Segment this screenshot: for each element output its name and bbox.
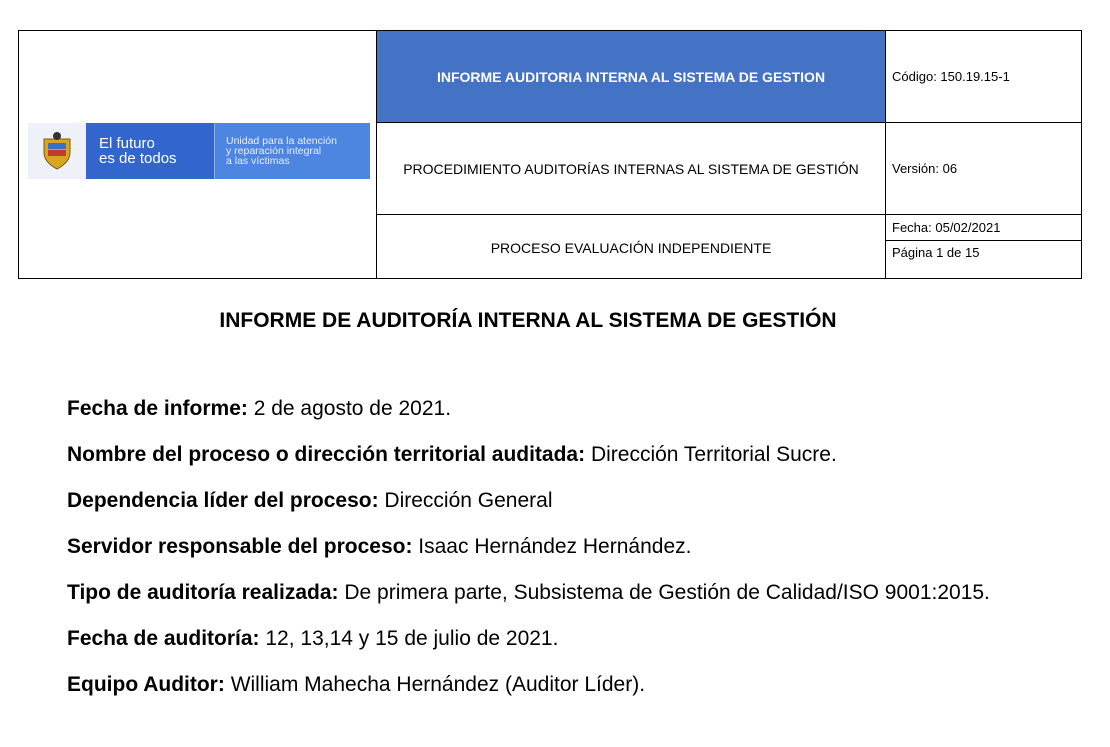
field-value: 2 de agosto de 2021. xyxy=(247,397,452,420)
logo-tagline-line1: Unidad para la atención xyxy=(226,135,337,147)
field-label: Fecha de auditoría: xyxy=(67,627,260,650)
header-code: Código: 150.19.15-1 xyxy=(886,31,1081,123)
field-label: Equipo Auditor: xyxy=(67,673,225,696)
field-value: Dirección Territorial Sucre. xyxy=(585,443,837,466)
logo-brand-line2: es de todos xyxy=(99,150,177,167)
logo-tagline-line2: y reparación integral xyxy=(226,145,322,157)
field-report-date xyxy=(67,396,1027,421)
header-date: Fecha: 05/02/2021 xyxy=(886,215,1081,241)
document-header-table xyxy=(18,30,1082,279)
field-value: De primera parte, Subsistema de Gestión de Calidad/ISO 9001:2015. xyxy=(338,581,990,604)
field-label: Tipo de auditoría realizada: xyxy=(67,581,339,604)
logo-brand xyxy=(86,123,214,179)
field-value: 12, 13,14 y 15 de julio de 2021. xyxy=(259,627,559,650)
report-fields xyxy=(67,396,1027,697)
logo-cell xyxy=(19,31,377,278)
field-label: Nombre del proceso o dirección territorial auditada: xyxy=(67,443,586,466)
logo-tagline-line3: a las víctimas xyxy=(226,155,290,167)
logo-brand-line1: El futuro xyxy=(99,135,155,152)
field-audited-process xyxy=(67,442,1027,467)
field-label: Dependencia líder del proceso: xyxy=(67,489,379,512)
field-lead-dependency xyxy=(67,488,1027,513)
field-audit-date xyxy=(67,626,1027,651)
header-title: INFORME AUDITORIA INTERNA AL SISTEMA DE GESTION xyxy=(377,31,886,123)
field-value: William Mahecha Hernández (Auditor Líder). xyxy=(224,673,646,696)
field-value: Isaac Hernández Hernández. xyxy=(412,535,692,558)
header-page-number: Página 1 de 15 xyxy=(892,245,980,260)
header-procedure: PROCEDIMIENTO AUDITORÍAS INTERNAS AL SISTEMA DE GESTIÓN xyxy=(377,123,886,215)
field-value: Dirección General xyxy=(378,489,553,512)
document-title: INFORME DE AUDITORÍA INTERNA AL SISTEMA DE GESTIÓN xyxy=(219,309,837,332)
header-process: PROCESO EVALUACIÓN INDEPENDIENTE xyxy=(377,215,886,278)
field-audit-team xyxy=(67,672,1027,697)
coat-of-arms-icon xyxy=(28,123,86,179)
field-label: Servidor responsable del proceso: xyxy=(67,535,413,558)
field-label: Fecha de informe: xyxy=(67,397,248,420)
field-audit-type xyxy=(67,580,997,605)
field-responsible-servant xyxy=(67,534,1027,559)
header-version: Versión: 06 xyxy=(886,123,1081,215)
institution-logo xyxy=(28,123,370,179)
logo-tagline xyxy=(214,123,370,179)
